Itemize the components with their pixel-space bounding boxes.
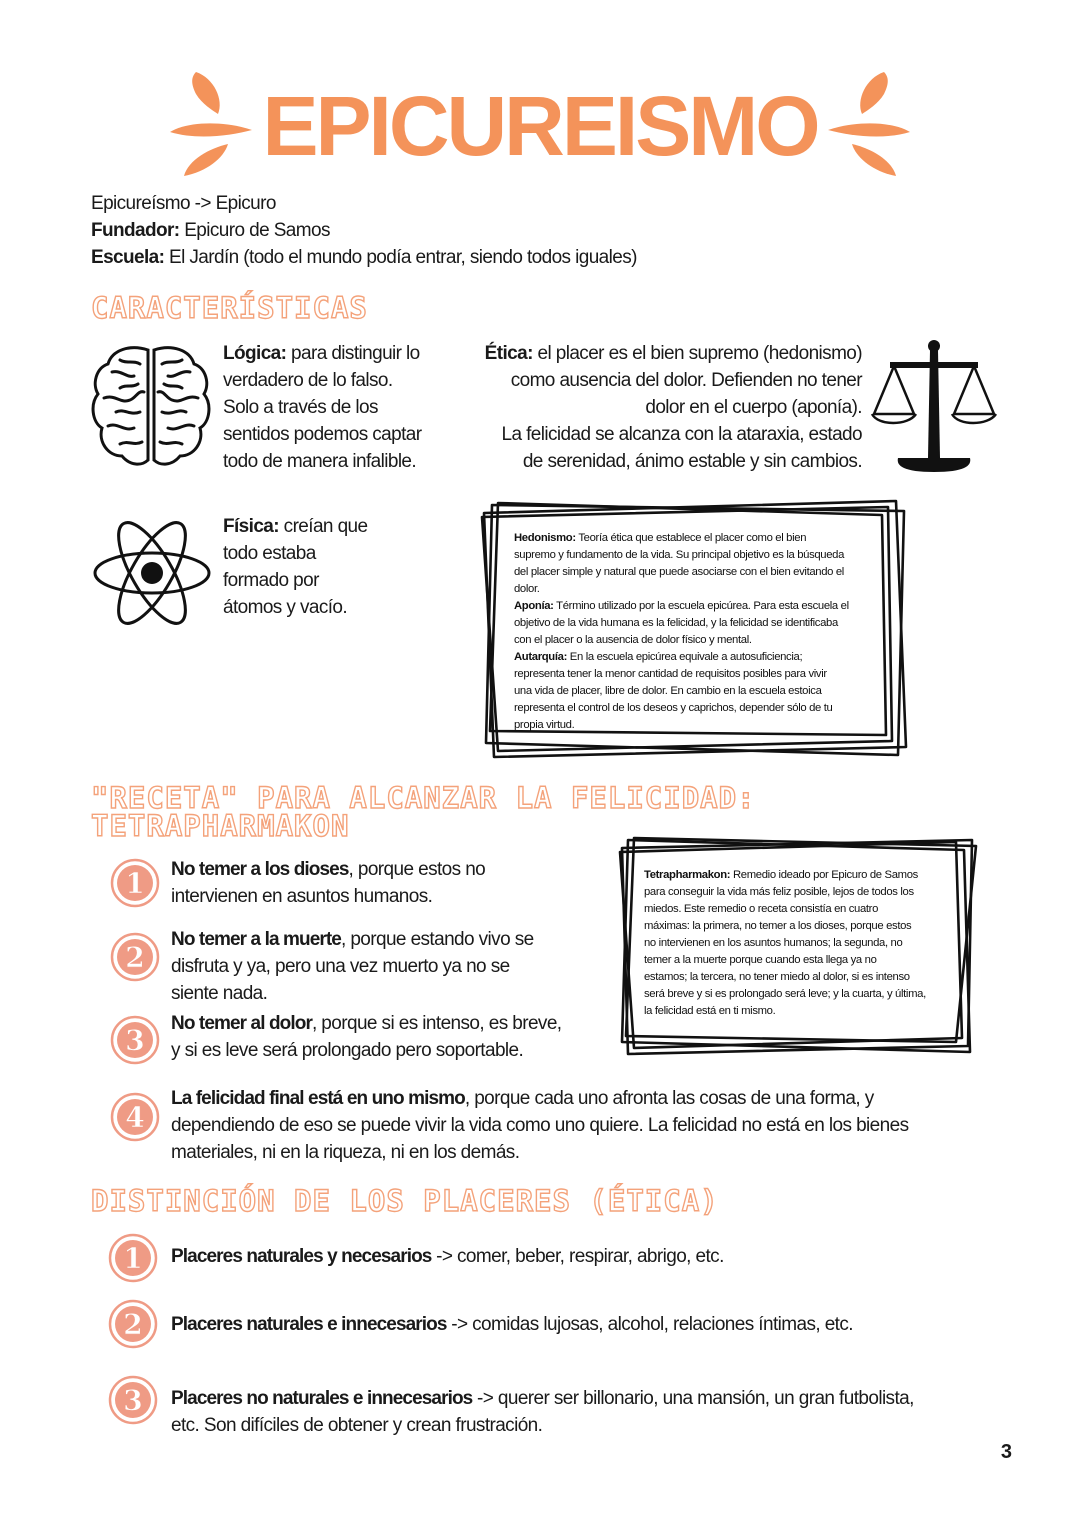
- founder-line: Fundador: Epicuro de Samos: [91, 220, 330, 241]
- intro-line: Epicureísmo -> Epicuro: [91, 193, 276, 214]
- receta-item-3: No temer al dolor, porque si es intenso, es breve, y si es leve será prolongado pero soportable.: [171, 1013, 562, 1061]
- fisica-text: Física: creían que todo estaba formado por átomos y vacío.: [223, 516, 368, 618]
- number-badge-icon: [110, 1015, 160, 1065]
- number-badge-icon: [110, 1092, 160, 1142]
- page-number: 3: [1000, 1441, 1012, 1463]
- svg-text:3: 3: [125, 1024, 145, 1057]
- receta-item-1: No temer a los dioses, porque estos no intervienen en asuntos humanos.: [171, 859, 486, 907]
- tetra-box: Tetrapharmakon: Remedio ideado por Epicuro de Samos para conseguir la vida más feliz posible, lejos de todos los miedos. Este remedio o receta consistía en cuatro máximas: la primera, no temer a los dioses, porque estos no intervienen en los asuntos humanos; la segunda, no temer a la muerte porque cuando esta llega ya no estamos; la tercera, no tener miedo al dolor, si es intenso será breve y si es prolongado será leve; y la cuarta, y última, la felicidad está en ti mismo.: [644, 869, 926, 1017]
- section-heading-receta: "RECETA" PARA ALCANZAR LA FELICIDAD: TETRAPHARMAKON: [91, 781, 756, 843]
- svg-text:1: 1: [125, 867, 145, 900]
- number-badge-icon: [108, 1233, 158, 1283]
- number-badge-icon: [108, 1299, 158, 1349]
- svg-text:2: 2: [125, 941, 145, 974]
- svg-text:1: 1: [123, 1242, 143, 1275]
- scale-icon: [868, 338, 998, 478]
- number-badge-icon: [110, 932, 160, 982]
- atom-icon: [92, 514, 212, 632]
- number-badge-icon: [110, 858, 160, 908]
- receta-item-4: La felicidad final está en uno mismo, porque cada uno afronta las cosas de una forma, y dependiendo de eso se puede vivir la vida como uno quiere. La felicidad no está en los bienes materiales, ni en la riqueza, ni en los demás.: [171, 1088, 909, 1163]
- placeres-item-1: Placeres naturales y necesarios -> comer, beber, respirar, abrigo, etc.: [171, 1246, 724, 1267]
- placeres-item-2: Placeres naturales e innecesarios -> comidas lujosas, alcohol, relaciones íntimas, etc.: [171, 1314, 853, 1335]
- intro-block: [91, 190, 637, 271]
- school-line: Escuela: El Jardín (todo el mundo podía entrar, siendo todos iguales): [91, 247, 637, 268]
- receta-item-2: No temer a la muerte, porque estando vivo se disfruta y ya, pero una vez muerto ya no se siente nada.: [171, 929, 534, 1004]
- number-badge-icon: [108, 1375, 158, 1425]
- logica-text: Lógica: para distinguir lo verdadero de lo falso. Solo a través de los sentidos podemos captar todo de manera infalible.: [223, 343, 422, 472]
- svg-text:3: 3: [123, 1384, 143, 1417]
- svg-text:4: 4: [125, 1101, 145, 1134]
- page-title: EPICUREISMO: [262, 79, 818, 173]
- etica-text: Ética: el placer es el bien supremo (hedonismo) como ausencia del dolor. Defienden no tener dolor en el cuerpo (aponía). La felicidad se alcanza con la ataraxia, estado de serenidad, ánimo estable y sin cambios.: [484, 343, 862, 472]
- section-heading-placeres: DISTINCIÓN DE LOS PLACERES (ÉTICA): [91, 1184, 719, 1218]
- placeres-item-3: Placeres no naturales e innecesarios -> querer ser billonario, una mansión, un gran futbolista, etc. Son difíciles de obtener y crean frustración.: [171, 1388, 914, 1436]
- brain-icon: [90, 342, 212, 472]
- svg-text:2: 2: [123, 1308, 143, 1341]
- section-heading-caracteristicas: CARACTERÍSTICAS: [91, 291, 368, 325]
- definitions-box: Hedonismo: Teoría ética que establece el placer como el bien supremo y fundamento de la vida. Su principal objetivo es la búsqueda del placer simple y natural que puede asociarse con el bien evitando el dolor. Aponía: Término utilizado por la escuela epicúrea. Para esta escuela el objetivo de la vida humana es la felicidad, y la felicidad se identificaba con el placer o la ausencia de dolor físico y mental. Autarquía: En la escuela epicúrea equivale a autosuficiencia; representa tener la menor cantidad de requisitos posibles para vivir una vida de placer, libre de dolor. En cambio en la escuela estoica representa el control de los deseos y caprichos, depender sólo de tu propia virtud.: [514, 532, 849, 731]
